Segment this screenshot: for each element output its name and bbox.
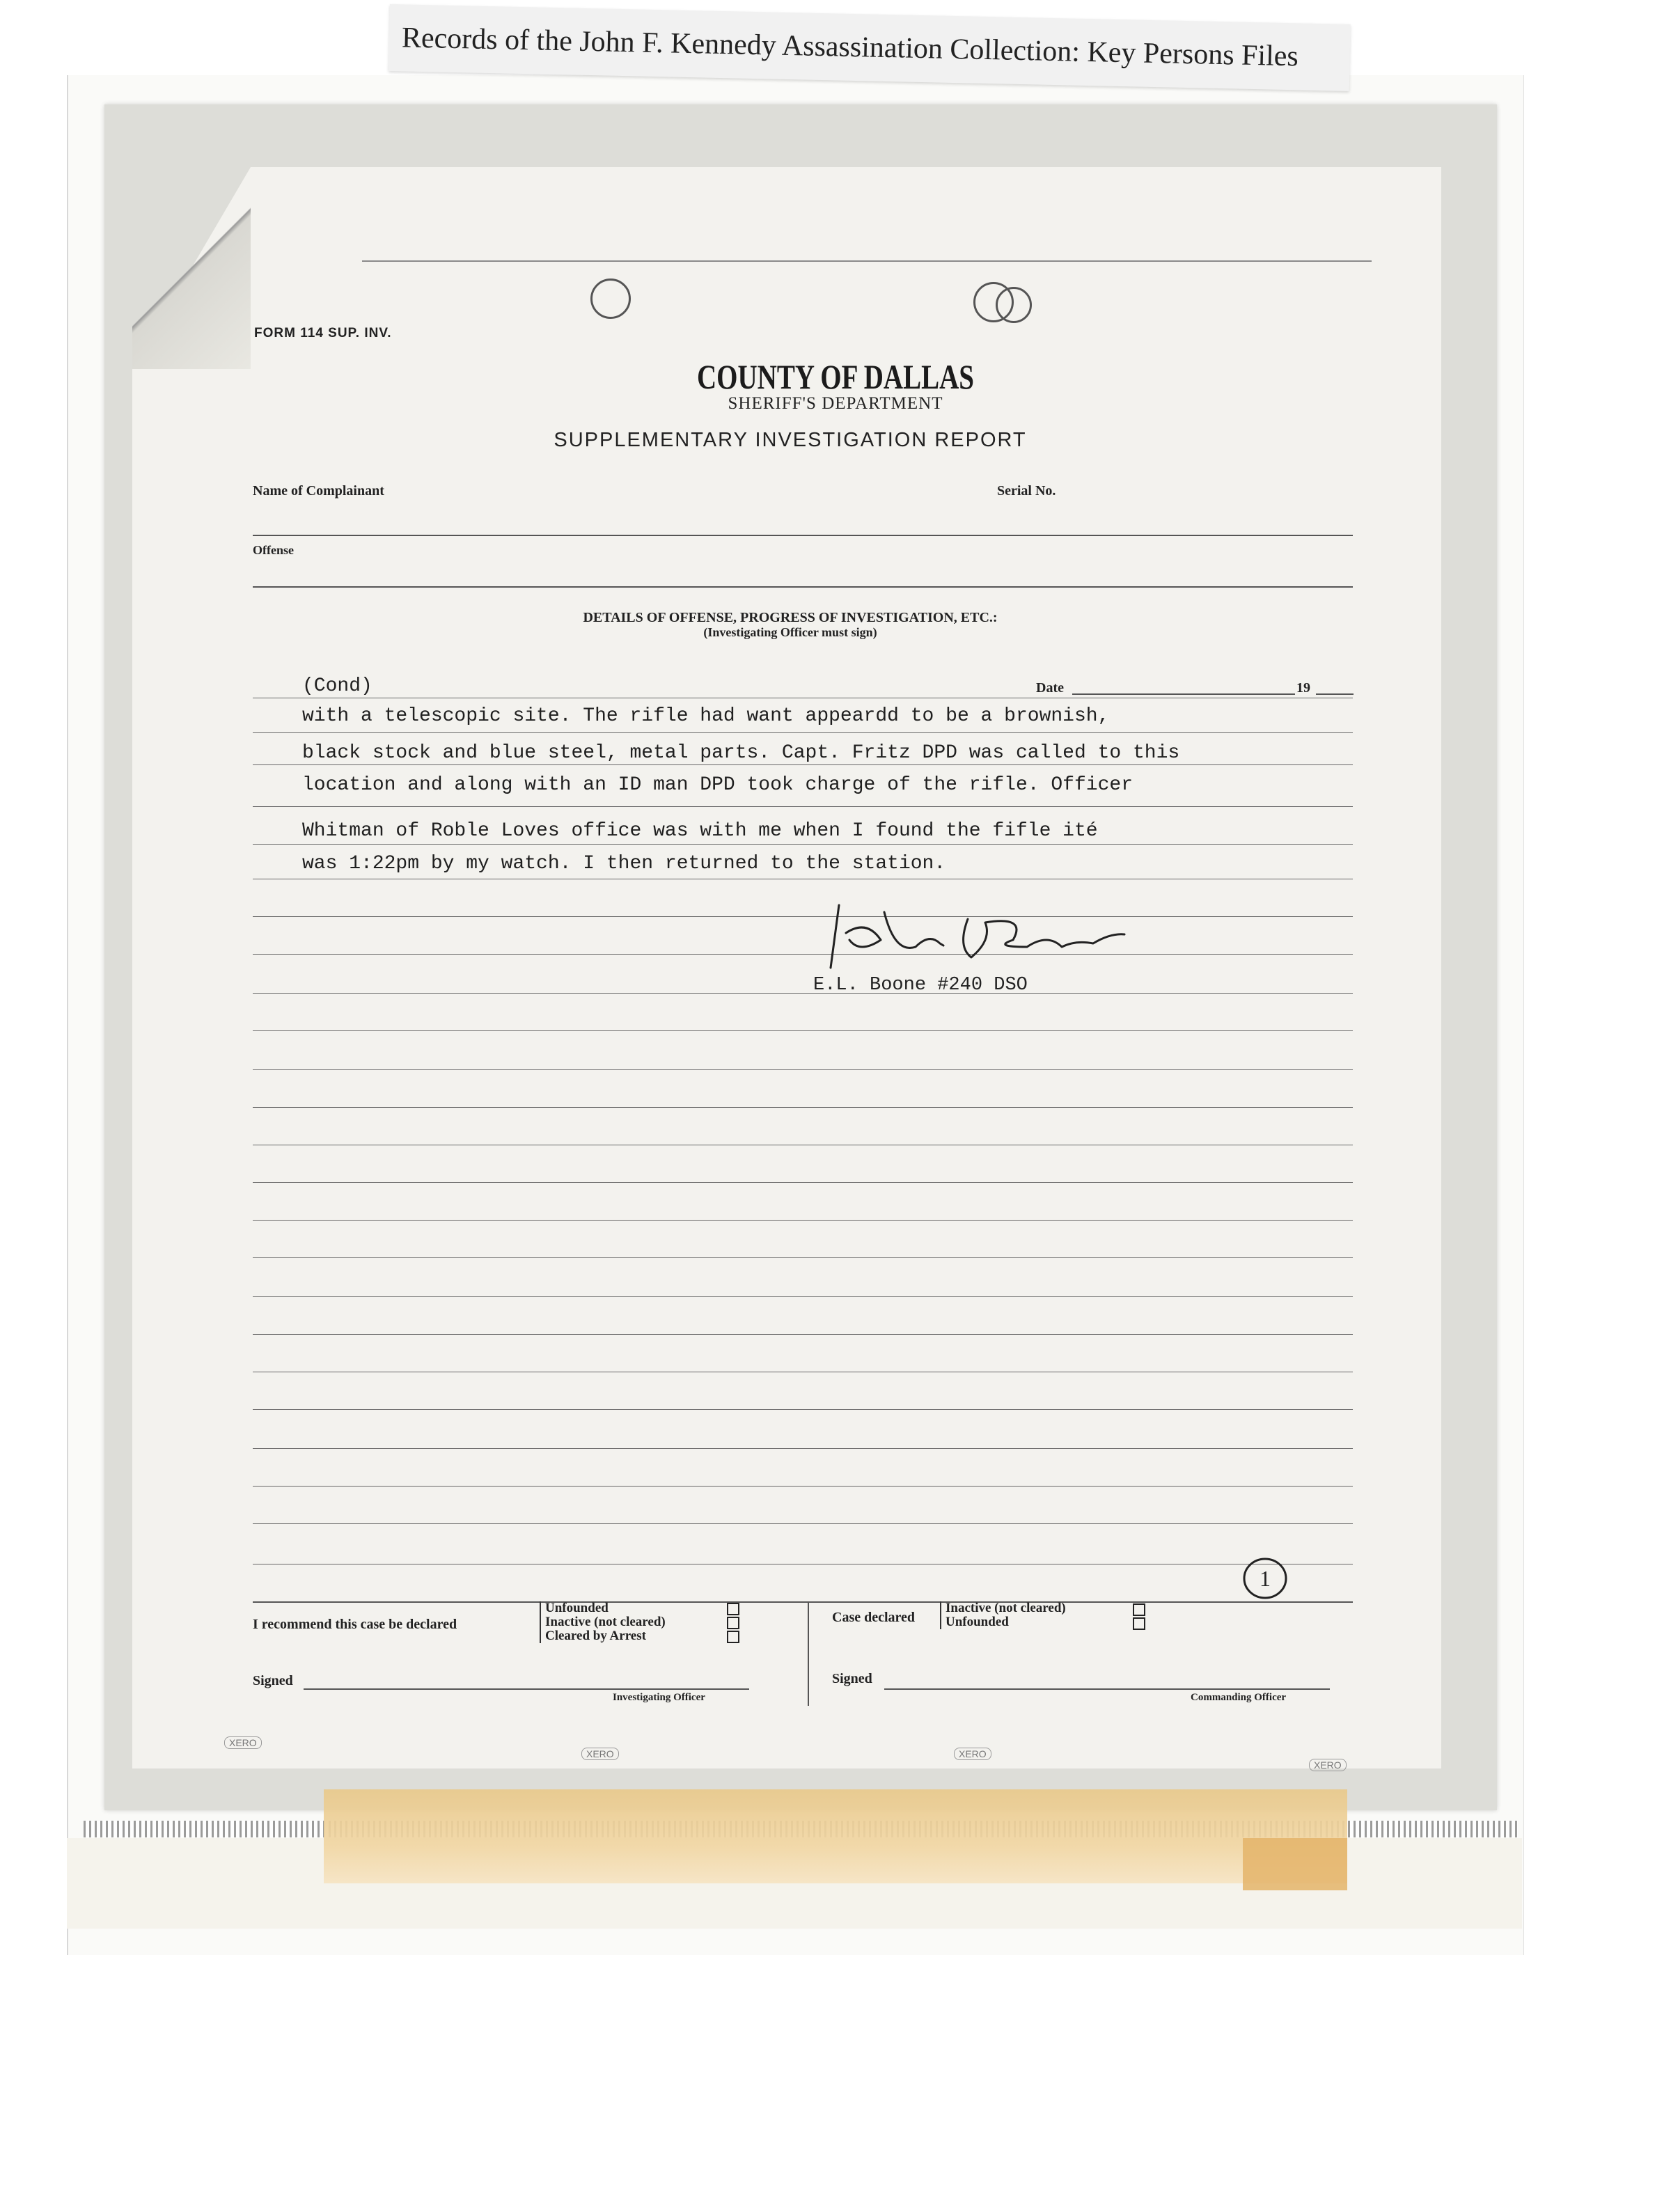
ruled-line: [253, 1486, 1353, 1487]
narrative-line: location and along with an ID man DPD took charge of the rifle. Officer: [302, 774, 1133, 796]
narrative-line: Whitman of Roble Loves office was with me when I found the fifle ité: [302, 820, 1098, 842]
recommend-options: [540, 1601, 666, 1643]
ruled-line: [253, 916, 1353, 917]
offense-rule: [253, 586, 1353, 588]
narrative-line: with a telescopic site. The rifle had want appeardd to be a brownish,: [302, 705, 1110, 727]
ruled-line: [253, 844, 1353, 845]
case-declared-label: Case declared: [832, 1610, 916, 1625]
declared-options: [940, 1601, 1066, 1629]
ruled-line: [253, 1107, 1353, 1108]
department-title: SHERIFF'S DEPARTMENT: [728, 394, 943, 413]
ruled-line: [253, 1334, 1353, 1335]
footer-divider: [808, 1601, 809, 1706]
option-inactive: Inactive (not cleared): [545, 1615, 666, 1629]
handwritten-signature: [818, 891, 1138, 975]
option-unfounded: Unfounded: [545, 1601, 609, 1615]
xero-stamp: XERO: [954, 1748, 991, 1760]
ruled-line: [253, 1069, 1353, 1070]
ruled-line: [253, 1296, 1353, 1297]
tape-tab: [1243, 1838, 1347, 1890]
date-blank: [1072, 693, 1295, 695]
form-number: FORM 114 SUP. INV.: [254, 326, 392, 340]
ruled-line: [253, 764, 1353, 765]
report-title: SUPPLEMENTARY INVESTIGATION REPORT: [554, 429, 1027, 451]
signed-label: Signed: [832, 1671, 872, 1686]
signed-label: Signed: [253, 1673, 293, 1688]
signer-name: E.L. Boone #240 DSO: [813, 975, 1028, 996]
checkbox-inactive[interactable]: [1133, 1603, 1145, 1616]
ruled-line: [253, 993, 1353, 994]
punch-hole-icon: [590, 279, 631, 319]
xero-stamp: XERO: [224, 1736, 262, 1749]
footer-top-rule: [253, 1601, 1353, 1603]
ruled-line: [253, 1182, 1353, 1183]
ruled-line: [253, 1448, 1353, 1449]
narrative-line: was 1:22pm by my watch. I then returned to the station.: [302, 853, 946, 874]
serial-label: Serial No.: [997, 483, 1056, 499]
option-inactive: Inactive (not cleared): [946, 1601, 1066, 1615]
narrative-line: black stock and blue steel, metal parts. Capt. Fritz DPD was called to this: [302, 742, 1180, 764]
ruled-line: [253, 732, 1353, 733]
ruled-line: [253, 806, 1353, 807]
details-subtitle: (Investigating Officer must sign): [703, 625, 877, 639]
top-rule: [362, 260, 1372, 262]
checkbox-unfounded[interactable]: [1133, 1617, 1145, 1630]
ruled-line: [253, 1409, 1353, 1410]
complainant-label: Name of Complainant: [253, 483, 384, 499]
date-year-blank: [1316, 693, 1354, 695]
tape-strip: [324, 1789, 1347, 1883]
checkbox-inactive[interactable]: [727, 1617, 739, 1629]
punch-hole-icon: [996, 287, 1032, 323]
page-number-mark: [1241, 1554, 1289, 1603]
ruled-line: [253, 1220, 1353, 1221]
complainant-rule: [253, 535, 1353, 536]
investigating-officer-label: Investigating Officer: [613, 1692, 705, 1703]
xero-stamp: XERO: [1309, 1759, 1347, 1771]
details-title: DETAILS OF OFFENSE, PROGRESS OF INVESTIGATION, ETC.:: [583, 610, 998, 625]
option-cleared-by-arrest: Cleared by Arrest: [545, 1629, 646, 1643]
date-year: 19: [1296, 680, 1310, 696]
svg-text:1: 1: [1260, 1566, 1271, 1591]
commanding-officer-label: Commanding Officer: [1191, 1692, 1287, 1703]
option-unfounded: Unfounded: [946, 1615, 1009, 1629]
signed-rule: [304, 1688, 749, 1690]
ruled-line: [253, 1257, 1353, 1258]
checkbox-cleared[interactable]: [727, 1631, 739, 1643]
folded-corner: [132, 167, 251, 369]
checkbox-unfounded[interactable]: [727, 1603, 739, 1615]
date-label: Date: [1036, 680, 1064, 696]
ruled-line: [253, 954, 1353, 955]
ruled-line: [253, 1523, 1353, 1524]
recommend-label: I recommend this case be declared: [253, 1617, 457, 1632]
cond-text: (Cond): [302, 675, 372, 697]
signed-rule: [884, 1688, 1330, 1690]
offense-label: Offense: [253, 543, 294, 557]
collection-header: Records of the John F. Kennedy Assassination Collection: Key Persons Files: [389, 4, 1351, 91]
ruled-line: [253, 1030, 1353, 1031]
xero-stamp: XERO: [581, 1748, 619, 1760]
county-title: COUNTY OF DALLAS: [697, 357, 974, 396]
